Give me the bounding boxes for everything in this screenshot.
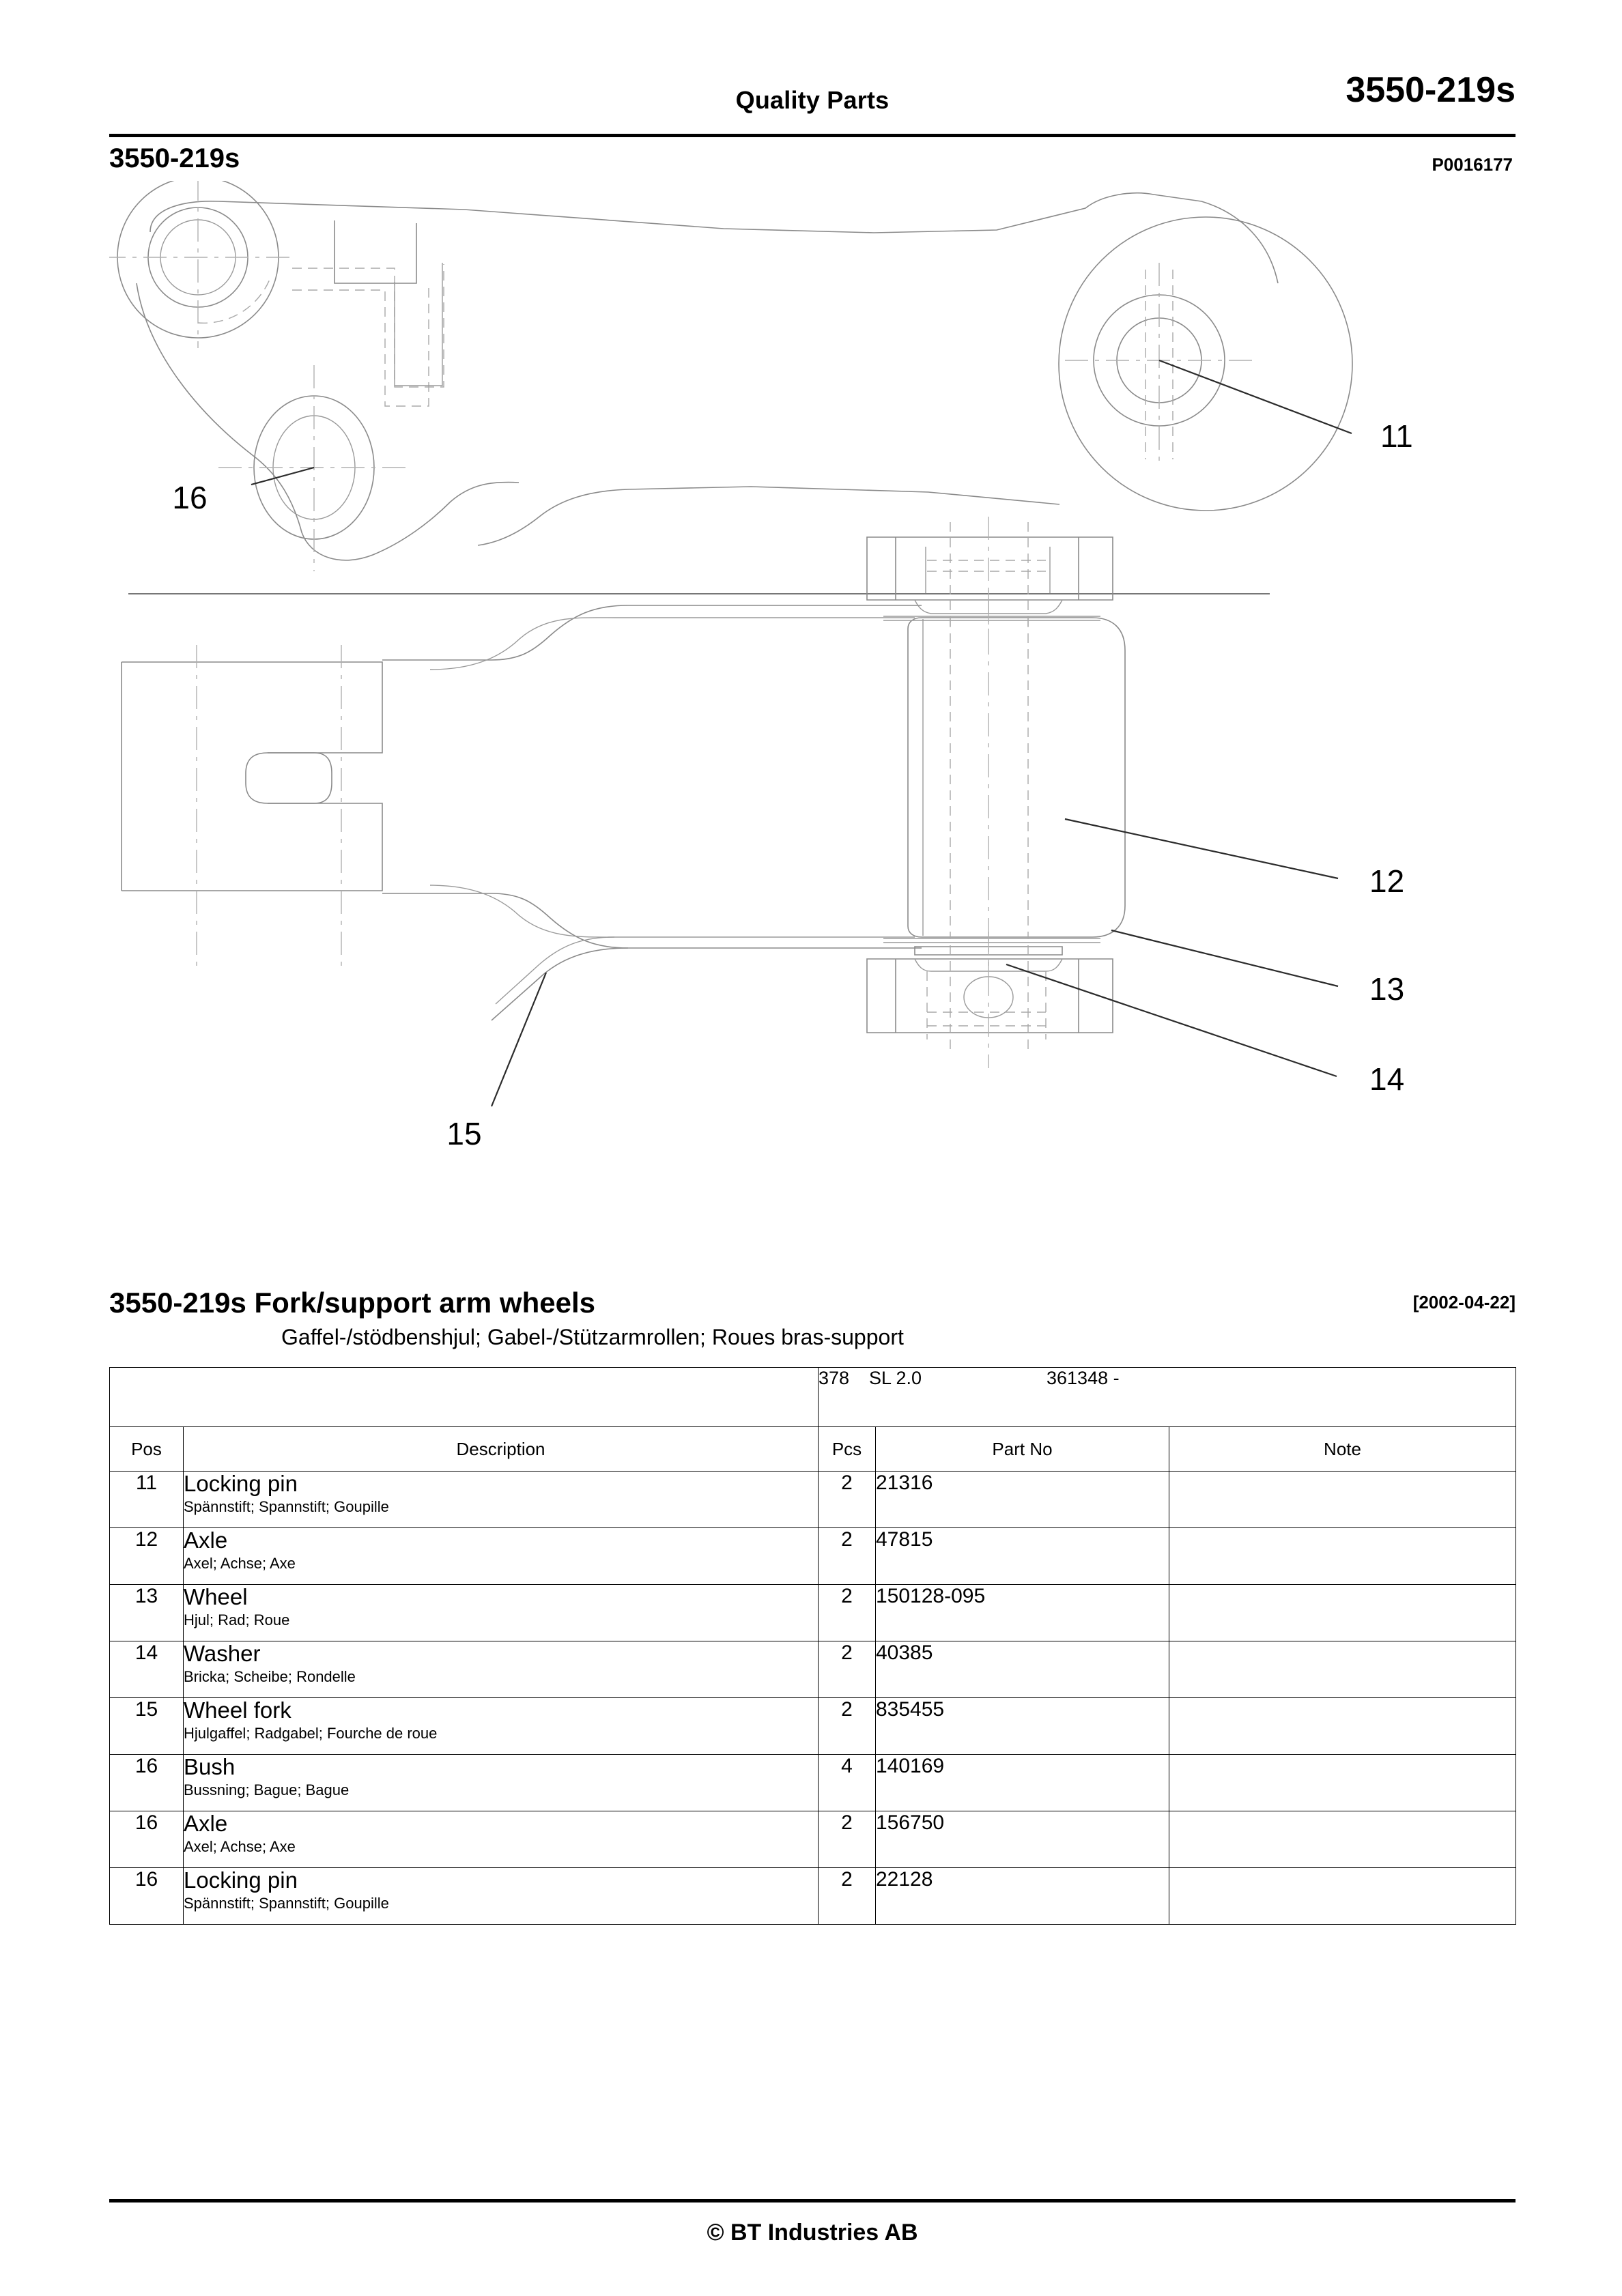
variant-model-code: 378 <box>819 1368 850 1388</box>
cell-description <box>184 1472 819 1528</box>
cell-description <box>184 1641 819 1698</box>
description-translations: Bussning; Bague; Bague <box>184 1781 350 1798</box>
description-translations: Spännstift; Spannstift; Goupille <box>184 1894 389 1912</box>
cell-pcs: 2 <box>819 1472 876 1528</box>
cell-pcs: 2 <box>819 1528 876 1585</box>
header-title: Quality Parts <box>735 86 890 114</box>
description-text: Axle <box>184 1811 228 1836</box>
parts-table <box>109 1367 1516 1925</box>
page-header <box>109 70 1516 130</box>
header-section-code: 3550-219s <box>1346 70 1516 110</box>
figure-title-line <box>109 1287 1516 1319</box>
cell-pcs: 2 <box>819 1641 876 1698</box>
cell-pcs: 2 <box>819 1698 876 1755</box>
cell-part-no: 835455 <box>876 1698 1169 1755</box>
description-translations: Spännstift; Spannstift; Goupille <box>184 1497 389 1515</box>
cell-pcs: 2 <box>819 1868 876 1925</box>
description-text: Bush <box>184 1754 236 1779</box>
callout-leader-12 <box>1065 819 1338 878</box>
callout-leader-11 <box>1159 360 1352 433</box>
column-header-pos: Pos <box>110 1427 184 1472</box>
figure-image-id: P0016177 <box>1432 154 1513 175</box>
callout-15: 15 <box>446 1116 482 1151</box>
cell-description <box>184 1868 819 1925</box>
drawing-side-view <box>122 517 1404 1151</box>
callout-16: 16 <box>172 480 208 515</box>
variant-band-blank <box>110 1368 819 1427</box>
variant-band-row <box>110 1368 1516 1427</box>
description-text: Wheel <box>184 1584 248 1609</box>
column-header-pcs: Pcs <box>819 1427 876 1472</box>
figure-revision-date: [2002-04-22] <box>1412 1292 1516 1312</box>
table-row[interactable] <box>110 1755 1516 1811</box>
cell-note <box>1169 1868 1516 1925</box>
cell-pos: 12 <box>110 1528 184 1585</box>
table-row[interactable] <box>110 1528 1516 1585</box>
cell-description <box>184 1811 819 1868</box>
cell-pos: 15 <box>110 1698 184 1755</box>
cell-note <box>1169 1755 1516 1811</box>
cell-pos: 13 <box>110 1585 184 1641</box>
cell-pos: 11 <box>110 1472 184 1528</box>
cell-part-no: 47815 <box>876 1528 1169 1585</box>
column-header-note: Note <box>1169 1427 1516 1472</box>
callout-leader-15 <box>492 973 546 1106</box>
table-row[interactable] <box>110 1868 1516 1925</box>
callout-13: 13 <box>1369 971 1405 1007</box>
table-row[interactable] <box>110 1641 1516 1698</box>
column-header-description: Description <box>184 1427 819 1472</box>
figure-title-name: Fork/support arm wheels <box>254 1287 595 1319</box>
callout-leader-13 <box>1111 930 1338 986</box>
table-row[interactable] <box>110 1811 1516 1868</box>
drawing-top-view <box>109 181 1413 571</box>
callout-leader-14 <box>1006 964 1337 1076</box>
description-text: Wheel fork <box>184 1697 291 1723</box>
callout-14: 14 <box>1369 1061 1405 1097</box>
cell-part-no: 150128-095 <box>876 1585 1169 1641</box>
description-translations: Axel; Achse; Axe <box>184 1837 296 1855</box>
column-header-part-no: Part No <box>876 1427 1169 1472</box>
table-header-row <box>110 1427 1516 1472</box>
cell-description <box>184 1755 819 1811</box>
table-row[interactable] <box>110 1472 1516 1528</box>
technical-drawing <box>109 181 1516 1280</box>
description-translations: Hjul; Rad; Roue <box>184 1611 290 1628</box>
cell-part-no: 156750 <box>876 1811 1169 1868</box>
variant-serial-range: 361348 - <box>1047 1368 1120 1388</box>
callout-11: 11 <box>1380 418 1413 454</box>
cell-pos: 16 <box>110 1811 184 1868</box>
figure-title-code: 3550-219s <box>109 1287 246 1319</box>
cell-note <box>1169 1698 1516 1755</box>
cell-pcs: 4 <box>819 1755 876 1811</box>
description-translations: Hjulgaffel; Radgabel; Fourche de roue <box>184 1724 438 1742</box>
cell-note <box>1169 1528 1516 1585</box>
cell-part-no: 140169 <box>876 1755 1169 1811</box>
cell-pos: 16 <box>110 1755 184 1811</box>
table-row[interactable] <box>110 1585 1516 1641</box>
description-translations: Bricka; Scheibe; Rondelle <box>184 1667 356 1685</box>
cell-pos: 16 <box>110 1868 184 1925</box>
footer-divider <box>109 2199 1516 2202</box>
callout-leader-16 <box>251 468 314 485</box>
cell-description <box>184 1698 819 1755</box>
cell-part-no: 22128 <box>876 1868 1169 1925</box>
cell-note <box>1169 1641 1516 1698</box>
cell-pos: 14 <box>110 1641 184 1698</box>
description-text: Washer <box>184 1641 261 1666</box>
figure-title-block <box>109 1287 1516 1350</box>
cell-part-no: 21316 <box>876 1472 1169 1528</box>
header-divider <box>109 134 1516 137</box>
description-text: Locking pin <box>184 1867 298 1893</box>
cell-pcs: 2 <box>819 1811 876 1868</box>
callout-12: 12 <box>1369 863 1405 899</box>
variant-band-model <box>819 1368 1516 1427</box>
cell-part-no: 40385 <box>876 1641 1169 1698</box>
table-row[interactable] <box>110 1698 1516 1755</box>
cell-note <box>1169 1585 1516 1641</box>
description-translations: Axel; Achse; Axe <box>184 1554 296 1572</box>
cell-pcs: 2 <box>819 1585 876 1641</box>
cell-description <box>184 1528 819 1585</box>
cell-description <box>184 1585 819 1641</box>
variant-model-name: SL 2.0 <box>869 1368 922 1388</box>
figure-code: 3550-219s <box>109 143 240 173</box>
cell-note <box>1169 1472 1516 1528</box>
footer-copyright: © BT Industries AB <box>707 2220 918 2245</box>
cell-note <box>1169 1811 1516 1868</box>
description-text: Locking pin <box>184 1471 298 1496</box>
figure-title-translations: Gaffel-/stödbenshjul; Gabel-/Stützarmrollen; Roues bras-support <box>281 1325 904 1350</box>
description-text: Axle <box>184 1527 228 1553</box>
